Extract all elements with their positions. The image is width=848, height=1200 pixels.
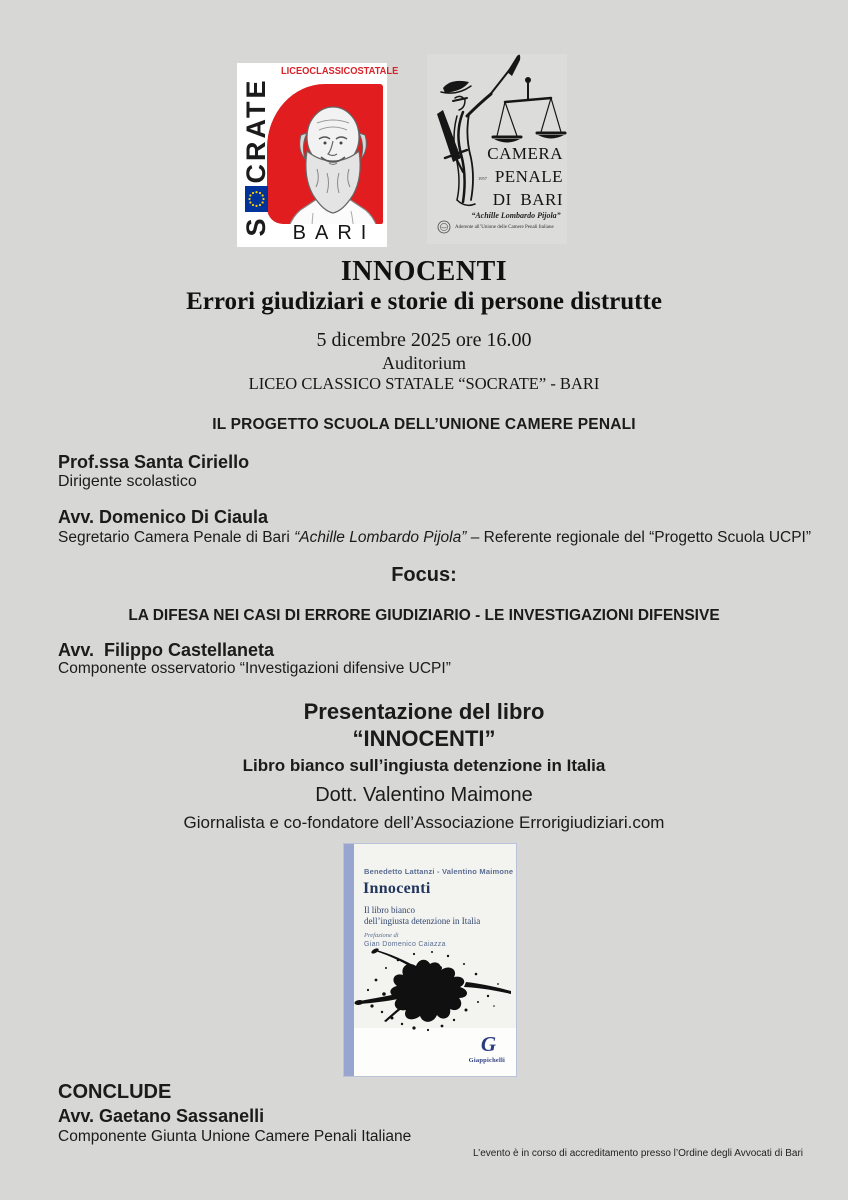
focus-title: LA DIFESA NEI CASI DI ERRORE GIUDIZIARIO - LE INVESTIGAZIONI DIFENSIVE <box>128 607 720 624</box>
book-preface-author: Gian Domenico Caiazza <box>364 941 446 948</box>
book-cover <box>343 843 517 1077</box>
presentation-heading-line3: Libro bianco sull’ingiusta detenzione in Italia <box>242 756 606 775</box>
ucpi-emblem-icon <box>437 220 451 234</box>
speaker-director-role: Dirigente scolastico <box>58 473 197 490</box>
camera-penale-name <box>487 142 563 211</box>
eu-flag-icon <box>245 187 268 213</box>
socrate-name-rest: CRATE <box>240 77 271 184</box>
event-location: LICEO CLASSICO STATALE “SOCRATE” - BARI <box>248 374 600 393</box>
book-subtitle-line2: dell’ingiusta detenzione in Italia <box>364 916 481 926</box>
socrate-logo-vertical-name <box>239 67 273 247</box>
camera-penale-named-after: “Achille Lombardo Pijola” <box>471 211 561 220</box>
event-datetime: 5 dicembre 2025 ore 16.00 <box>316 329 532 351</box>
book-title: Innocenti <box>363 880 431 897</box>
speaker-secretary-name: Avv. Domenico Di Ciaula <box>58 507 269 527</box>
socrate-logo-city-label: BARI <box>292 222 376 244</box>
camera-penale-founding-year: 1957 <box>478 176 487 181</box>
socrate-logo-school-type-label: LICEOCLASSICOSTATALE <box>281 66 399 77</box>
accreditation-note: L’evento è in corso di accreditamento presso l’Ordine degli Avvocati di Bari <box>473 1148 803 1159</box>
event-subtitle: Errori giudiziari e storie di persone distrutte <box>186 288 662 315</box>
publisher-logo-icon: G <box>480 1032 496 1056</box>
secretary-role-chamber-name: “Achille Lombardo Pijola” <box>294 529 467 546</box>
speaker-secretary-role <box>58 529 812 547</box>
camera-penale-line2: PENALE <box>494 167 563 186</box>
conclusion-speaker-name: Avv. Gaetano Sassanelli <box>58 1106 265 1126</box>
presentation-speaker-name: Dott. Valentino Maimone <box>315 784 533 806</box>
camera-penale-logo <box>427 54 567 244</box>
book-authors: Benedetto Lattanzi - Valentino Maimone <box>364 867 514 876</box>
conclusion-speaker-role: Componente Giunta Unione Camere Penali Italiane <box>58 1128 412 1145</box>
socrate-name-first-letter: S <box>240 215 271 237</box>
conclusion-heading: CONCLUDE <box>58 1081 172 1103</box>
focus-speaker-name: Avv. Filippo Castellaneta <box>58 640 275 660</box>
presentation-heading-line1: Presentazione del libro <box>303 699 545 724</box>
book-subtitle-line1: Il libro bianco <box>364 905 415 915</box>
camera-penale-line3: DI BARI <box>492 190 563 209</box>
speaker-director-name: Prof.ssa Santa Ciriello <box>58 452 250 472</box>
secretary-role-prefix: Segretario Camera Penale di Bari <box>58 529 295 546</box>
camera-penale-affiliation: Aderente all’Unione delle Camere Penali Italiane <box>455 225 554 230</box>
event-venue: Auditorium <box>382 353 466 373</box>
publisher-name: Giappichelli <box>468 1057 505 1064</box>
book-preface-label: Prefazione di <box>364 932 399 939</box>
presentation-heading-line2: “INNOCENTI” <box>352 726 496 751</box>
ink-splatter-illustration <box>348 944 512 1036</box>
presentation-speaker-role: Giornalista e co-fondatore dell’Associazione Errorigiudiziari.com <box>183 813 665 832</box>
camera-penale-line1: CAMERA <box>487 144 563 163</box>
event-title: INNOCENTI <box>340 256 508 287</box>
project-heading: IL PROGETTO SCUOLA DELL’UNIONE CAMERE PENALI <box>212 416 636 433</box>
socrate-school-logo <box>237 63 399 247</box>
focus-label: Focus: <box>391 564 457 586</box>
secretary-role-suffix: – Referente regionale del “Progetto Scuola UCPI” <box>466 529 812 546</box>
focus-speaker-role: Componente osservatorio “Investigazioni difensive UCPI” <box>58 660 451 677</box>
